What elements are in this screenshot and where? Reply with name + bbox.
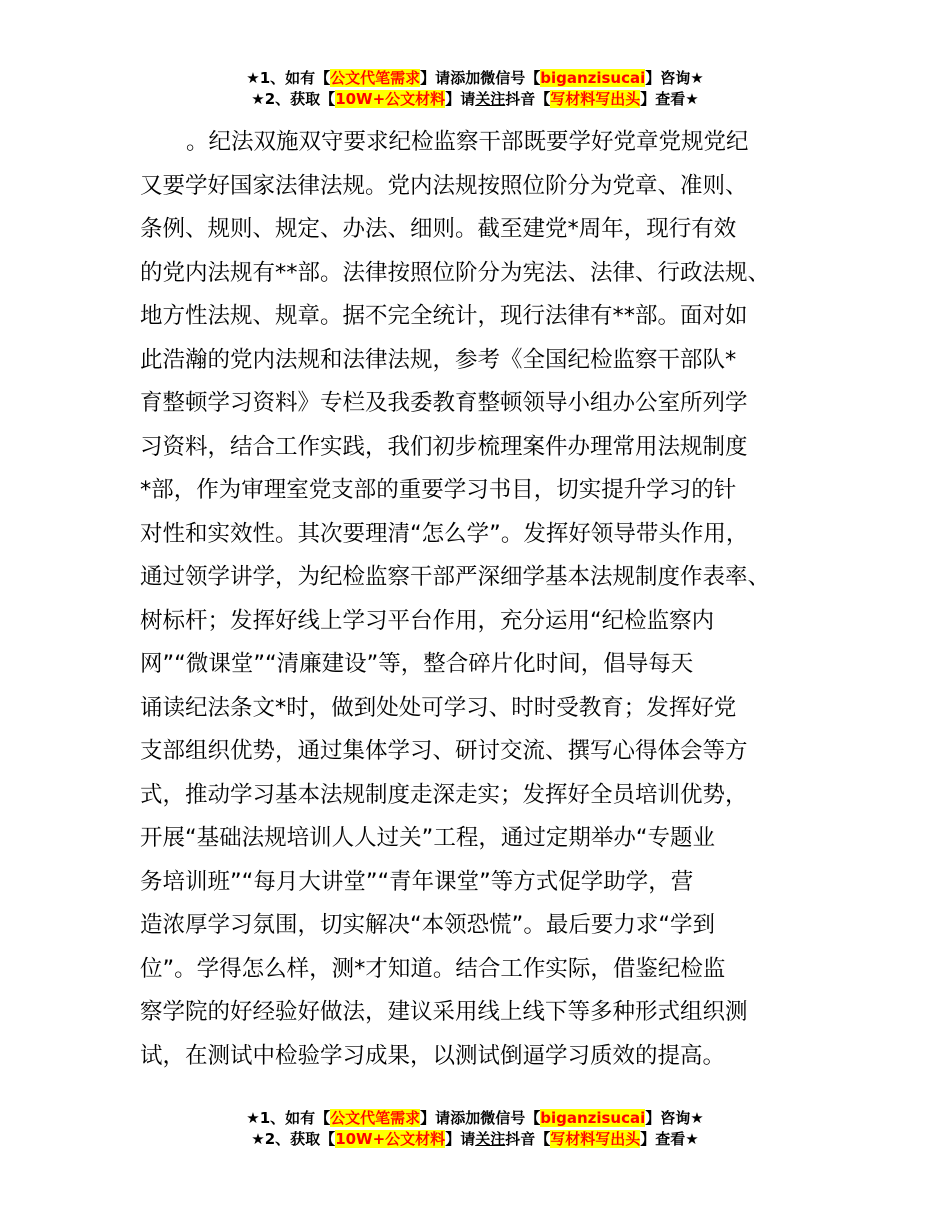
promo-line-2 xyxy=(0,1129,950,1150)
body-line: 察学院的好经验好做法，建议采用线上线下等多种形式组织测 xyxy=(140,999,748,1025)
body-line: 育整顿学习资料》专栏及我委教育整顿领导小组办公室所列学 xyxy=(140,390,748,416)
promo-text: 添加 xyxy=(450,69,481,87)
promo-text: 抖音【 xyxy=(505,90,551,108)
body-line: 的党内法规有**部。法律按照位阶分为宪法、法律、行政法规、 xyxy=(140,259,771,286)
promo-line-1 xyxy=(0,1108,950,1129)
promo-text: ★2、获取【 xyxy=(251,90,336,108)
body-line: 条例、规则、规定、办法、细则。截至建党*周年，现行有效 xyxy=(140,216,737,242)
footer-promo-banner xyxy=(0,1108,950,1150)
body-line: 支部组织优势，通过集体学习、研讨交流、撰写心得体会等方 xyxy=(140,738,748,764)
body-line: 习资料，结合工作实践，我们初步梳理案件办理常用法规制度 xyxy=(140,433,748,460)
promo-wechat-id: biganzisucai xyxy=(540,1109,646,1127)
body-line: 位”。学得怎么样，测*才知道。结合工作实际，借鉴纪检监 xyxy=(140,955,726,982)
promo-text: 】请 xyxy=(420,1109,451,1127)
promo-text: 微信号【 xyxy=(480,69,541,87)
body-line: 此浩瀚的党内法规和法律法规，参考《全国纪检监察干部队* xyxy=(140,346,737,373)
promo-text: 微信号【 xyxy=(480,1109,541,1127)
promo-text: ★2、获取【 xyxy=(251,1130,336,1148)
body-line: 式，推动学习基本法规制度走深走实；发挥好全员培训优势， xyxy=(140,781,748,808)
promo-text: 】查看★ xyxy=(640,1130,699,1148)
promo-highlight: 10W+公文材料 xyxy=(335,90,446,108)
body-line: 务培训班”“每月大讲堂”“青年课堂”等方式促学助学，营 xyxy=(140,868,694,895)
promo-highlight: 公文代笔需求 xyxy=(330,1109,421,1127)
body-line: 树标杆；发挥好线上学习平台作用，充分运用“纪检监察内 xyxy=(140,607,715,634)
promo-underlined: 关注 xyxy=(475,90,506,108)
body-line: 造浓厚学习氛围，切实解决“本领恐慌”。最后要力求“学到 xyxy=(140,912,715,938)
promo-douyin-id: 写材料写出头 xyxy=(550,90,641,108)
body-line: 网”“微课堂”“清廉建设”等，整合碎片化时间，倡导每天 xyxy=(140,651,694,677)
body-line: 。纪法双施双守要求纪检监察干部既要学好党章党规党纪 xyxy=(186,129,749,155)
document-body xyxy=(140,121,830,1078)
promo-text: 】查看★ xyxy=(640,90,699,108)
body-line: 对性和实效性。其次要理清“怎么学”。发挥好领导带头作用， xyxy=(140,520,749,547)
body-line: 又要学好国家法律法规。党内法规按照位阶分为党章、准则、 xyxy=(140,172,748,199)
promo-line-1 xyxy=(0,68,950,89)
promo-text: ★1、如有【 xyxy=(246,69,331,87)
promo-wechat-id: biganzisucai xyxy=(540,69,646,87)
promo-text: 】咨询★ xyxy=(645,69,704,87)
promo-underlined: 关注 xyxy=(475,1130,506,1148)
promo-text: 】咨询★ xyxy=(645,1109,704,1127)
promo-text: ★1、如有【 xyxy=(246,1109,331,1127)
promo-text: 】请 xyxy=(445,1130,476,1148)
header-promo-banner xyxy=(0,68,950,110)
body-line: 诵读纪法条文*时，做到处处可学习、时时受教育；发挥好党 xyxy=(140,694,737,721)
body-line: 地方性法规、规章。据不完全统计，现行法律有**部。面对如 xyxy=(140,303,748,329)
promo-highlight: 公文代笔需求 xyxy=(330,69,421,87)
promo-douyin-id: 写材料写出头 xyxy=(550,1130,641,1148)
promo-text: 】请 xyxy=(420,69,451,87)
promo-text: 抖音【 xyxy=(505,1130,551,1148)
promo-highlight: 10W+公文材料 xyxy=(335,1130,446,1148)
promo-line-2 xyxy=(0,89,950,110)
body-line: *部，作为审理室党支部的重要学习书目，切实提升学习的针 xyxy=(140,477,737,503)
body-line: 开展“基础法规培训人人过关”工程，通过定期举办“专题业 xyxy=(140,825,715,851)
promo-text: 添加 xyxy=(450,1109,481,1127)
body-line: 通过领学讲学，为纪检监察干部严深细学基本法规制度作表率、 xyxy=(140,564,771,590)
promo-text: 】请 xyxy=(445,90,476,108)
body-line: 试，在测试中检验学习成果，以测试倒逼学习质效的提高。 xyxy=(140,1042,726,1069)
